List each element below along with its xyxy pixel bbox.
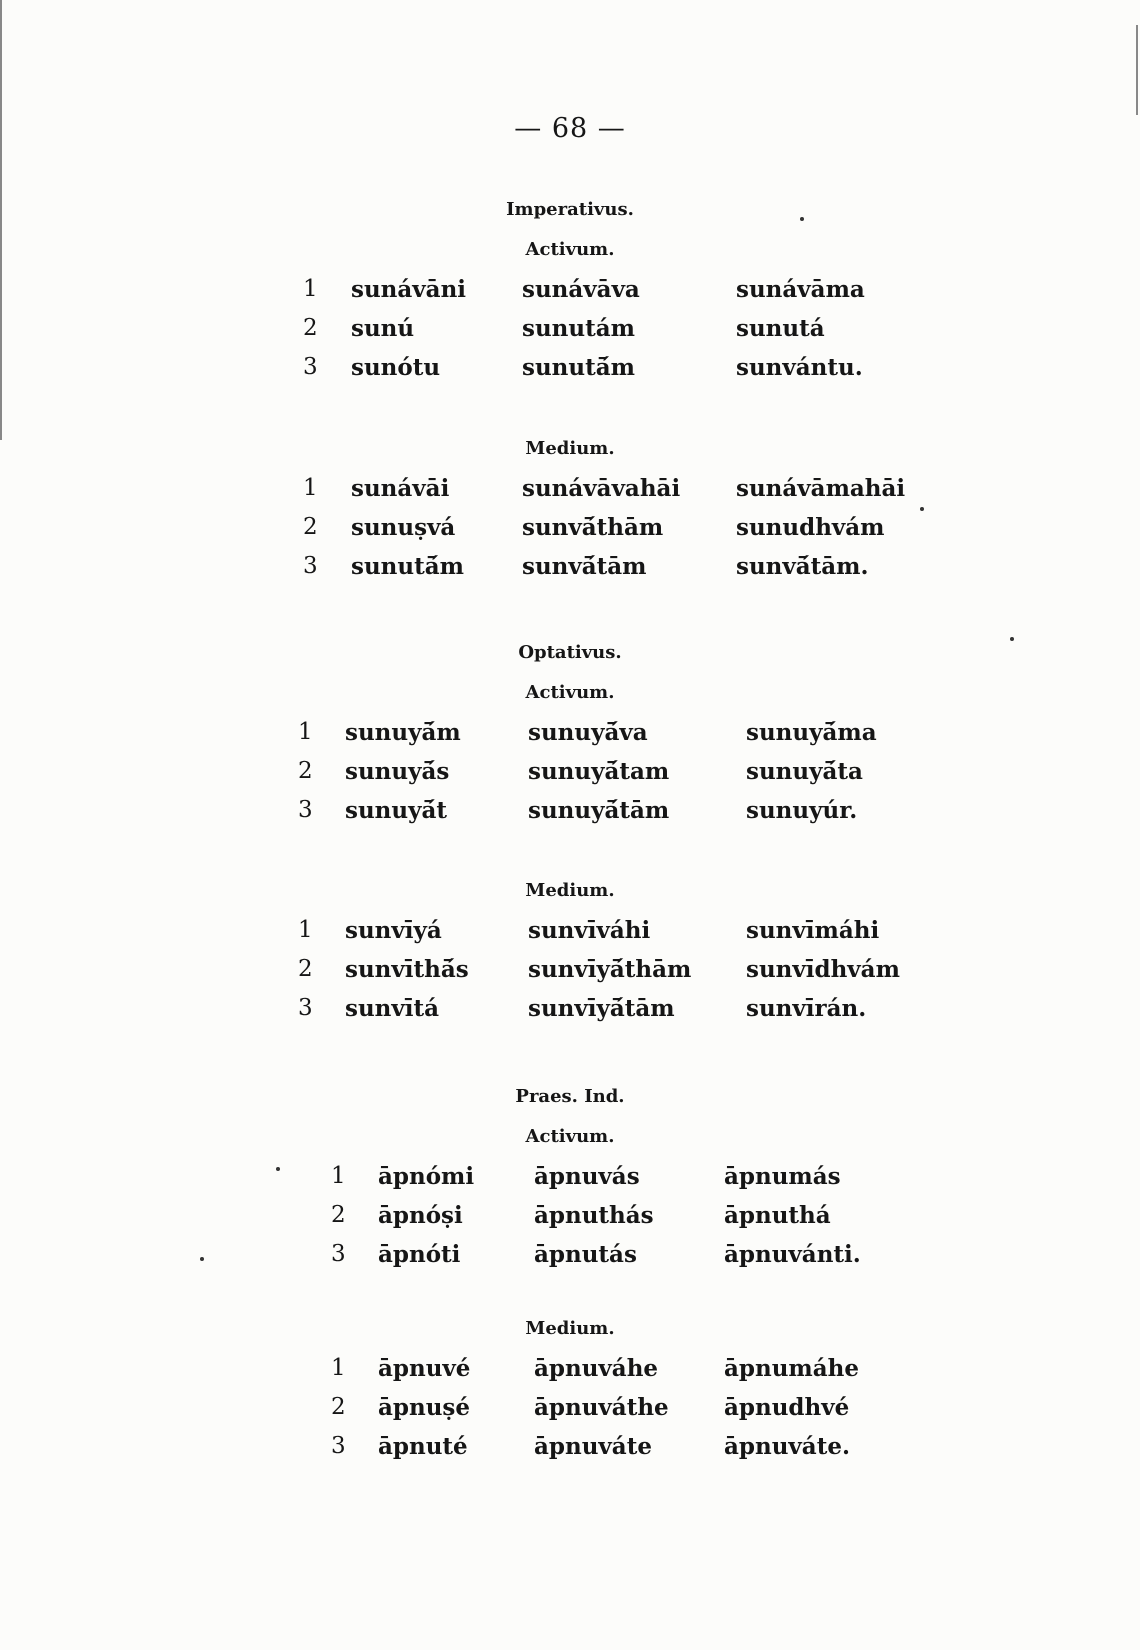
singular-form: sunávāni bbox=[351, 276, 467, 303]
paradigm-row bbox=[0, 713, 1140, 752]
dual-form: sunuyā́tām bbox=[528, 797, 670, 824]
paradigm-row bbox=[0, 348, 1140, 387]
plural-form: sunvā́tām. bbox=[736, 553, 869, 580]
dual-form: āpnutás bbox=[534, 1241, 637, 1268]
scan-edge-line bbox=[1136, 25, 1138, 115]
dual-form: sunutā́m bbox=[522, 354, 635, 381]
voice-heading: Medium. bbox=[525, 438, 615, 459]
paradigm-row bbox=[0, 1235, 1140, 1274]
dual-form: sunuyā́va bbox=[528, 719, 648, 746]
plural-form: sunutá bbox=[736, 315, 825, 342]
mood-heading: Optativus. bbox=[518, 642, 622, 663]
dual-form: sunutám bbox=[522, 315, 635, 342]
dual-form: sunvīyā́thām bbox=[528, 956, 692, 983]
singular-form: āpnuté bbox=[378, 1433, 468, 1460]
page-number: — 68 — bbox=[514, 113, 626, 144]
dual-form: sunvīyā́tām bbox=[528, 995, 675, 1022]
paradigm-row bbox=[0, 508, 1140, 547]
paradigm-row bbox=[0, 791, 1140, 830]
singular-form: āpnóti bbox=[378, 1241, 461, 1268]
plural-form: sunvīdhvám bbox=[746, 956, 900, 983]
scan-speck bbox=[200, 1257, 204, 1261]
person-number: 2 bbox=[303, 315, 318, 341]
scan-speck bbox=[920, 507, 924, 511]
paradigm-row bbox=[0, 270, 1140, 309]
person-number: 1 bbox=[331, 1355, 346, 1381]
plural-form: sunávāma bbox=[736, 276, 865, 303]
imperativus-medium-section bbox=[0, 429, 1140, 586]
scan-speck bbox=[800, 217, 804, 221]
paradigm-row bbox=[0, 469, 1140, 508]
paradigm-row bbox=[0, 950, 1140, 989]
paradigm-row bbox=[0, 911, 1140, 950]
person-number: 2 bbox=[298, 956, 313, 982]
plural-form: sunuyúr. bbox=[746, 797, 858, 824]
plural-form: sunvántu. bbox=[736, 354, 863, 381]
person-number: 1 bbox=[331, 1163, 346, 1189]
voice-heading: Medium. bbox=[525, 1318, 615, 1339]
singular-form: sunuyā́s bbox=[345, 758, 450, 785]
dual-form: āpnuváthe bbox=[534, 1394, 669, 1421]
voice-heading: Activum. bbox=[525, 1126, 615, 1147]
voice-heading: Medium. bbox=[525, 880, 615, 901]
paradigm-row bbox=[0, 1349, 1140, 1388]
singular-form: sunvītá bbox=[345, 995, 440, 1022]
person-number: 3 bbox=[298, 797, 313, 823]
singular-form: āpnómi bbox=[378, 1163, 475, 1190]
singular-form: āpnuvé bbox=[378, 1355, 471, 1382]
singular-form: sunuyā́m bbox=[345, 719, 461, 746]
person-number: 3 bbox=[331, 1433, 346, 1459]
singular-form: sunuṣvá bbox=[351, 514, 456, 541]
plural-form: āpnumás bbox=[724, 1163, 841, 1190]
optativus-activum-section bbox=[0, 633, 1140, 830]
paradigm-row bbox=[0, 547, 1140, 586]
paradigm-row bbox=[0, 989, 1140, 1028]
scan-speck bbox=[1010, 637, 1014, 641]
dual-form: sunvīváhi bbox=[528, 917, 651, 944]
plural-form: āpnuváte. bbox=[724, 1433, 850, 1460]
paradigm-row bbox=[0, 309, 1140, 348]
plural-form: āpnumáhe bbox=[724, 1355, 860, 1382]
paradigm-row bbox=[0, 1157, 1140, 1196]
plural-form: āpnudhvé bbox=[724, 1394, 850, 1421]
singular-form: sunú bbox=[351, 315, 415, 342]
dual-form: āpnuváte bbox=[534, 1433, 652, 1460]
dual-form: āpnuthás bbox=[534, 1202, 654, 1229]
singular-form: sunvīyá bbox=[345, 917, 442, 944]
mood-heading: Imperativus. bbox=[506, 199, 634, 220]
person-number: 1 bbox=[298, 719, 313, 745]
person-number: 3 bbox=[303, 354, 318, 380]
mood-heading: Praes. Ind. bbox=[515, 1086, 625, 1107]
person-number: 3 bbox=[298, 995, 313, 1021]
singular-form: sunótu bbox=[351, 354, 441, 381]
plural-form: sunuyā́ta bbox=[746, 758, 863, 785]
plural-form: sunávāmahāi bbox=[736, 475, 906, 502]
plural-form: sunuyā́ma bbox=[746, 719, 877, 746]
person-number: 1 bbox=[303, 475, 318, 501]
plural-form: āpnuvánti. bbox=[724, 1241, 861, 1268]
person-number: 1 bbox=[298, 917, 313, 943]
dual-form: sunvā́thām bbox=[522, 514, 664, 541]
dual-form: sunvā́tām bbox=[522, 553, 647, 580]
dual-form: sunuyā́tam bbox=[528, 758, 670, 785]
person-number: 3 bbox=[331, 1241, 346, 1267]
person-number: 2 bbox=[298, 758, 313, 784]
optativus-medium-section bbox=[0, 871, 1140, 1028]
singular-form: sunávāi bbox=[351, 475, 450, 502]
paradigm-row bbox=[0, 752, 1140, 791]
plural-form: sunudhvám bbox=[736, 514, 885, 541]
paradigm-row bbox=[0, 1427, 1140, 1466]
dual-form: āpnuváhe bbox=[534, 1355, 659, 1382]
dual-form: sunávāva bbox=[522, 276, 640, 303]
person-number: 3 bbox=[303, 553, 318, 579]
imperativus-activum-section bbox=[0, 190, 1140, 387]
dual-form: sunávāvahāi bbox=[522, 475, 681, 502]
praesens-indicativus-medium-section bbox=[0, 1309, 1140, 1466]
person-number: 2 bbox=[331, 1394, 346, 1420]
scan-speck bbox=[276, 1167, 280, 1171]
person-number: 2 bbox=[303, 514, 318, 540]
plural-form: sunvīmáhi bbox=[746, 917, 880, 944]
person-number: 1 bbox=[303, 276, 318, 302]
singular-form: āpnuṣé bbox=[378, 1394, 471, 1421]
singular-form: sunutā́m bbox=[351, 553, 464, 580]
singular-form: sunuyā́t bbox=[345, 797, 448, 824]
voice-heading: Activum. bbox=[525, 682, 615, 703]
singular-form: āpnóṣi bbox=[378, 1202, 463, 1229]
plural-form: āpnuthá bbox=[724, 1202, 831, 1229]
paradigm-row bbox=[0, 1388, 1140, 1427]
person-number: 2 bbox=[331, 1202, 346, 1228]
dual-form: āpnuvás bbox=[534, 1163, 640, 1190]
voice-heading: Activum. bbox=[525, 239, 615, 260]
plural-form: sunvīrán. bbox=[746, 995, 867, 1022]
singular-form: sunvīthā́s bbox=[345, 956, 469, 983]
praesens-indicativus-activum-section bbox=[0, 1077, 1140, 1274]
paradigm-row bbox=[0, 1196, 1140, 1235]
